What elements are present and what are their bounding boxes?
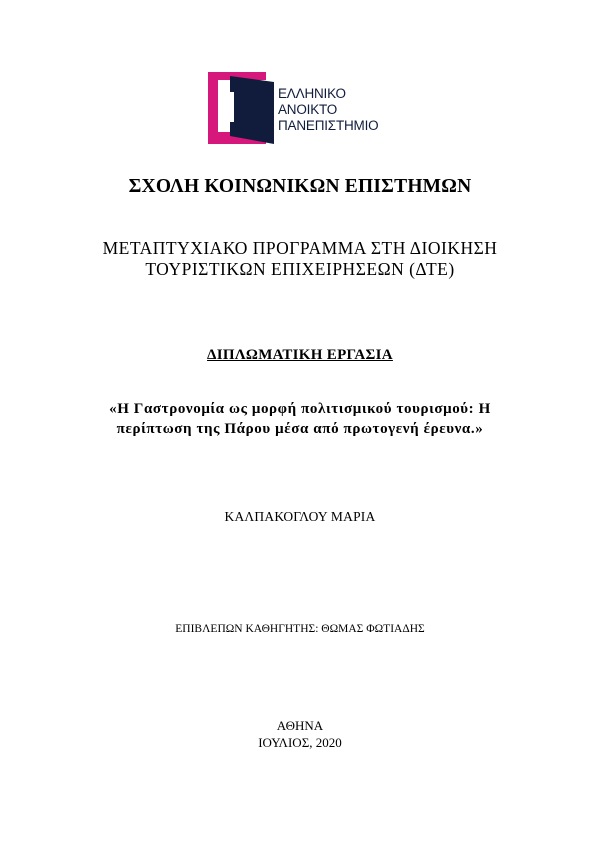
university-logo (208, 72, 398, 144)
thesis-title-line-1: «Η Γαστρονομία ως μορφή πολιτισμικού τουρισμού: Η (109, 401, 491, 417)
place: ΑΘΗΝΑ (276, 718, 324, 733)
program-line-1: ΜΕΤΑΠΤΥΧΙΑΚΟ ΠΡΟΓΡΑΜΜΑ ΣΤΗ ΔΙΟΙΚΗΣΗ (102, 238, 498, 258)
university-name-line-3: ΠΑΝΕΠΙΣΤΗΜΙΟ (278, 118, 379, 133)
thesis-title (60, 399, 540, 439)
thesis-label: ΔΙΠΛΩΜΑΤΙΚΗ ΕΡΓΑΣΙΑ (207, 347, 393, 363)
author-name: ΚΑΛΠΑΚΟΓΛΟΥ ΜΑΡΙΑ (224, 509, 376, 524)
university-logo-icon (208, 72, 280, 144)
university-name (278, 86, 378, 134)
supervisor-line: ΕΠΙΒΛΕΠΩΝ ΚΑΘΗΓΗΤΗΣ: ΘΩΜΑΣ ΦΩΤΙΑΔΗΣ (175, 623, 425, 635)
date: ΙΟΥΛΙΟΣ, 2020 (258, 735, 342, 750)
program-heading (40, 238, 560, 280)
university-name-line-1: ΕΛΛΗΝΙΚΟ (278, 86, 346, 101)
place-and-date (40, 717, 560, 751)
university-name-line-2: ΑΝΟΙΚΤΟ (278, 102, 338, 117)
school-heading: ΣΧΟΛΗ ΚΟΙΝΩΝΙΚΩΝ ΕΠΙΣΤΗΜΩΝ (128, 176, 472, 197)
thesis-title-line-2: περίπτωση της Πάρου μέσα από πρωτογενή έρευνα.» (116, 421, 484, 437)
program-line-2: ΤΟΥΡΙΣΤΙΚΩΝ ΕΠΙΧΕΙΡΗΣΕΩΝ (ΔΤΕ) (145, 259, 455, 279)
